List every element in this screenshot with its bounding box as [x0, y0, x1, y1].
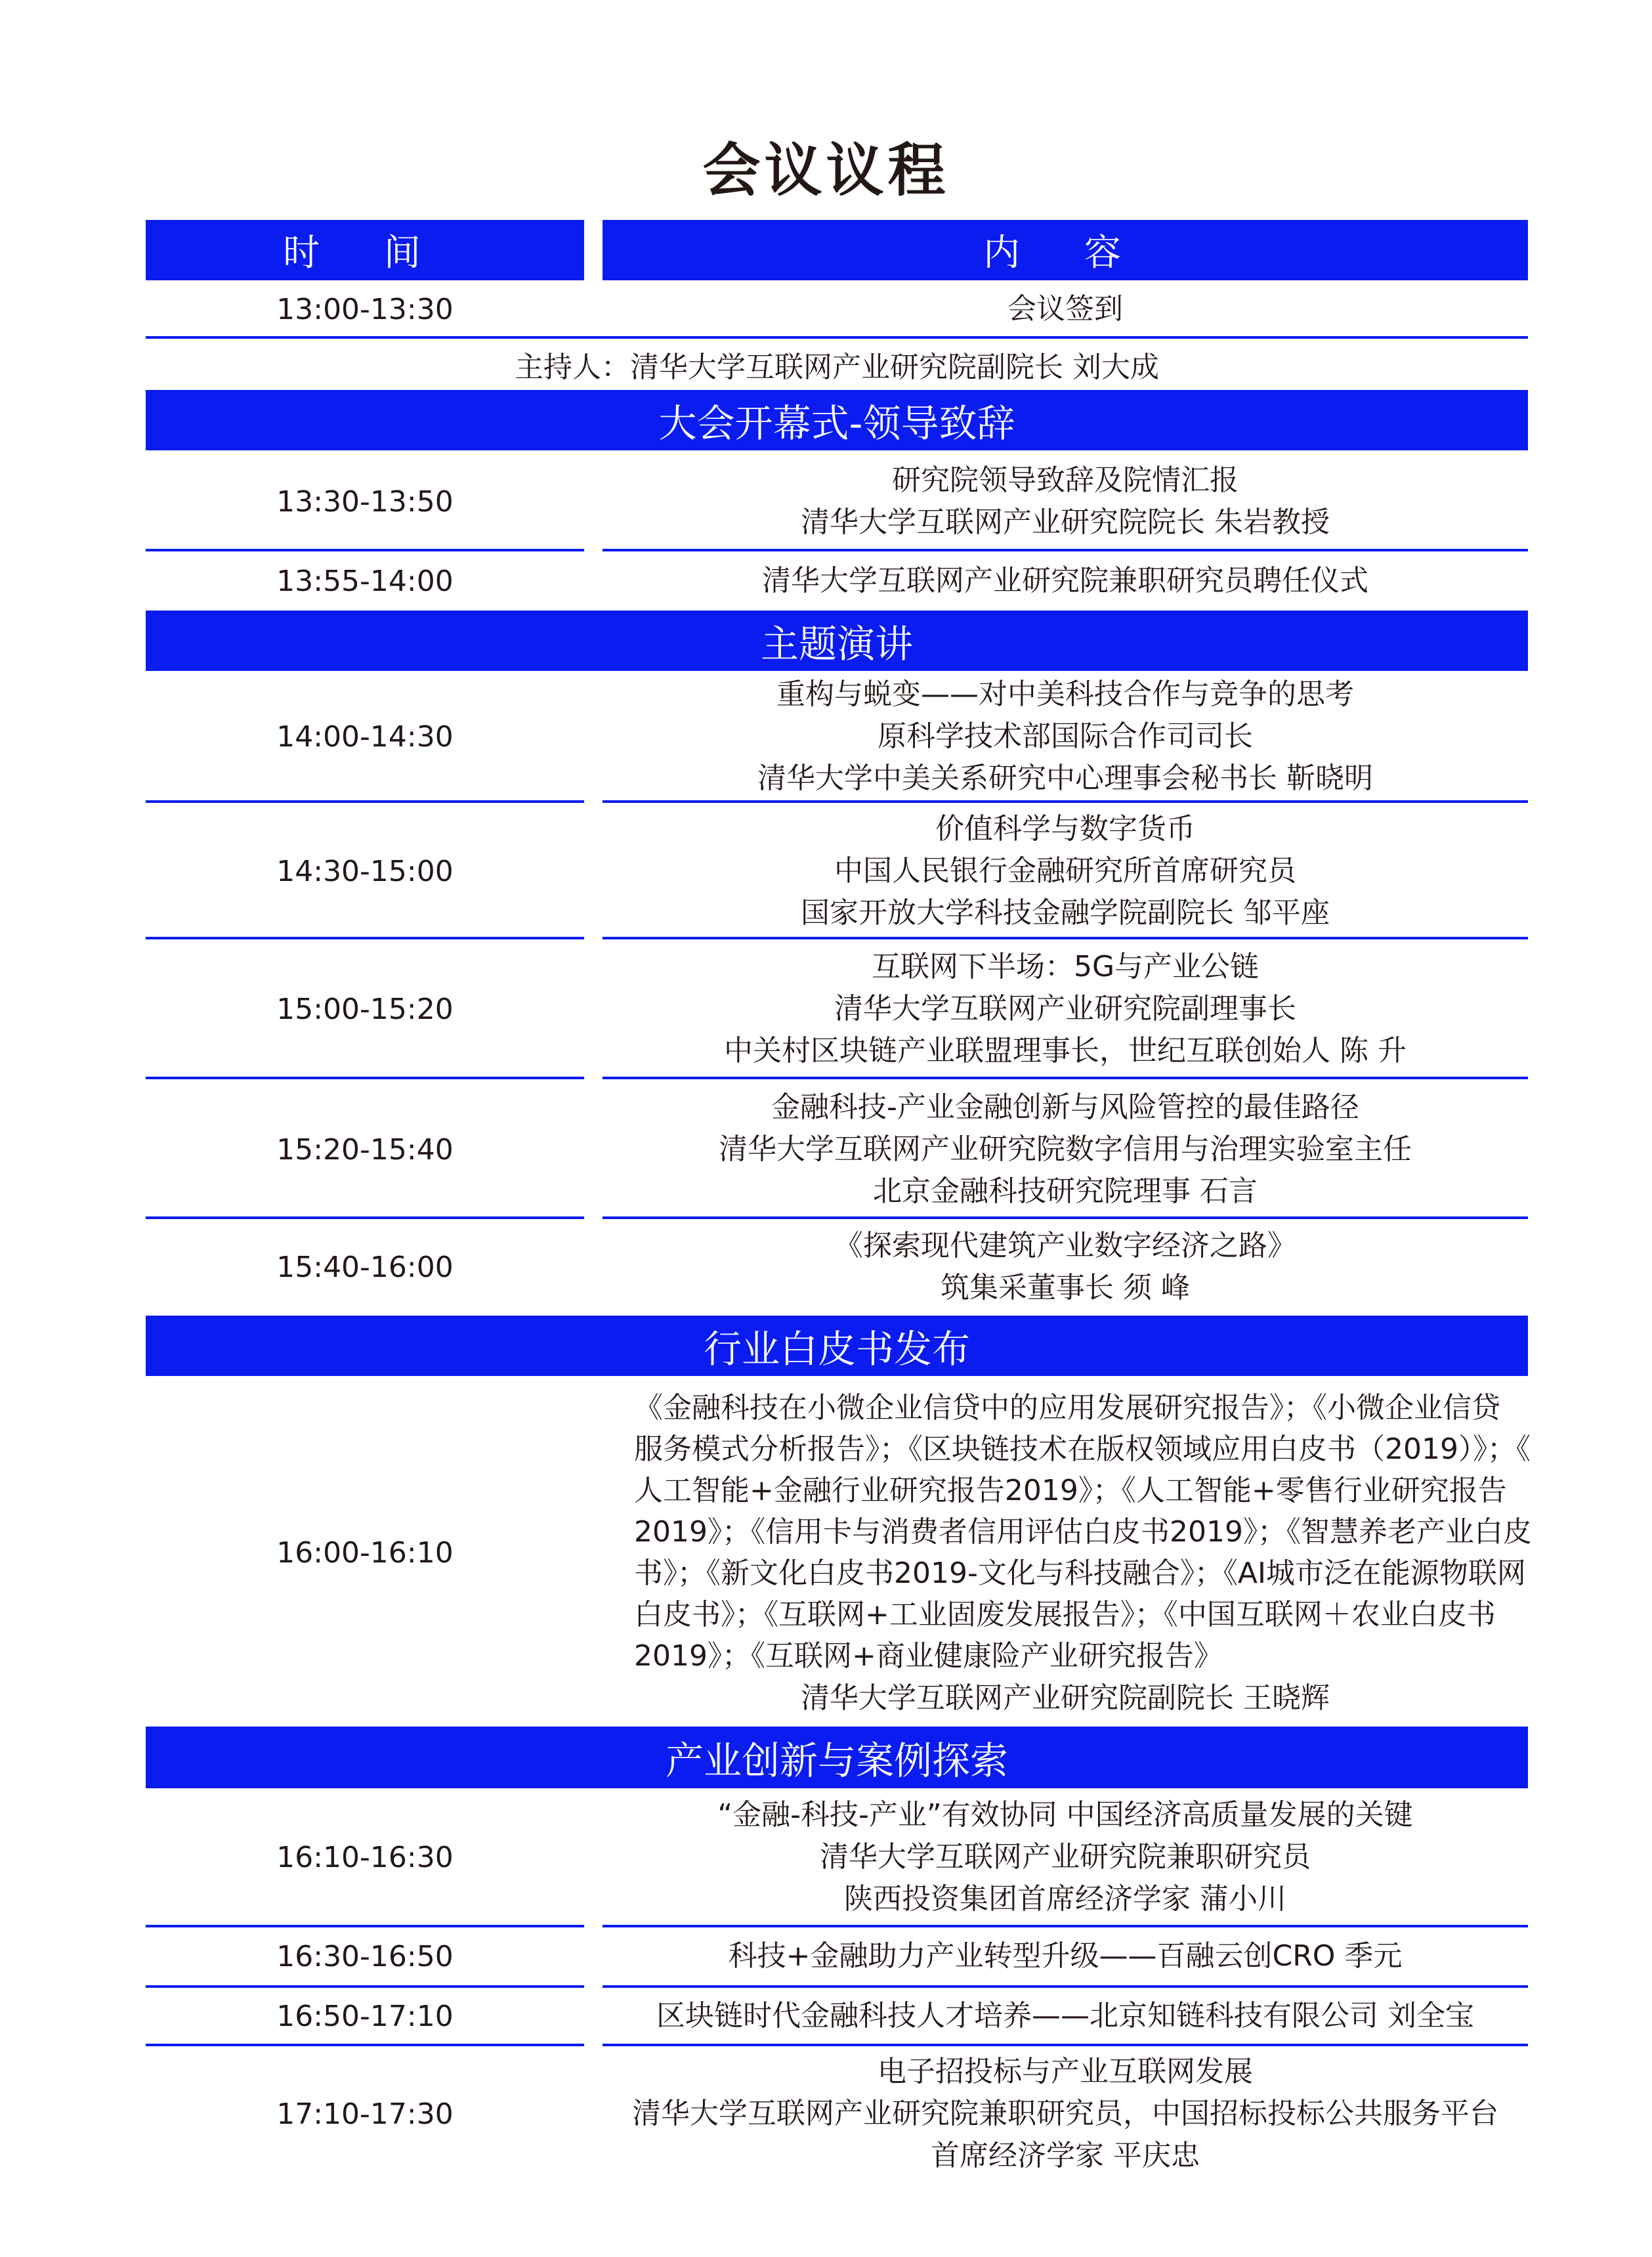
section-whitepaper — [146, 1316, 1528, 1376]
content-cell — [603, 672, 1528, 801]
agenda-row — [146, 1988, 1528, 2044]
content-line: 互联网下半场：5G与产业公链 — [871, 950, 1260, 983]
content-line: 清华大学互联网产业研究院兼职研究员，中国招标投标公共服务平台 — [632, 2097, 1498, 2130]
content-cell — [603, 282, 1528, 336]
content-line: 重构与蜕变——对中美科技合作与竞争的思考 — [776, 677, 1354, 711]
time-cell: 13:30-13:50 — [276, 484, 454, 519]
content-cell — [603, 1081, 1528, 1218]
content-cell — [603, 940, 1528, 1078]
content-line: 北京金融科技研究院理事 石言 — [873, 1174, 1258, 1208]
row-divider — [146, 800, 584, 803]
agenda-row — [146, 551, 1528, 611]
time-cell: 14:00-14:30 — [276, 720, 454, 754]
whitepaper-line: 白皮书》；《互联网+工业固废发展报告》；《中国互联网＋农业白皮书 — [634, 1598, 1496, 1631]
header-content-label: 内 容 — [983, 232, 1147, 274]
content-line: 筑集采董事长 须 峰 — [941, 1271, 1190, 1304]
agenda-row — [146, 1927, 1528, 1985]
whitepaper-speaker: 清华大学互联网产业研究院副院长 王晓辉 — [801, 1681, 1330, 1715]
content-line: “金融-科技-产业”有效协同 中国经济高质量发展的关键 — [717, 1798, 1413, 1832]
header-content — [603, 220, 1528, 280]
agenda-row — [146, 1220, 1528, 1314]
whitepaper-line: 书》；《新文化白皮书2019-文化与科技融合》；《AI城市泛在能源物联网 — [634, 1557, 1526, 1590]
agenda-row — [146, 804, 1528, 939]
time-cell: 16:00-16:10 — [276, 1536, 454, 1570]
content-line: 研究院领导致辞及院情汇报 — [892, 463, 1239, 497]
agenda-row — [146, 2047, 1528, 2181]
host-text: 主持人：清华大学互联网产业研究院副院长 刘大成 — [515, 351, 1159, 384]
content-cell — [603, 453, 1528, 550]
content-line: 国家开放大学科技金融学院副院长 邹平座 — [801, 896, 1330, 930]
agenda-row — [146, 453, 1528, 550]
content-line: 中关村区块链产业联盟理事长，世纪互联创始人 陈 升 — [724, 1034, 1407, 1067]
content-line: 清华大学互联网产业研究院兼职研究员 — [820, 1840, 1311, 1874]
content-line: 会议签到 — [1007, 292, 1123, 326]
content-cell — [603, 1220, 1528, 1314]
row-divider — [146, 937, 584, 939]
content-line: 陕西投资集团首席经济学家 蒲小川 — [844, 1882, 1286, 1916]
row-divider — [146, 1077, 584, 1079]
section-innovation — [146, 1727, 1528, 1788]
content-line: 电子招投标与产业互联网发展 — [878, 2055, 1253, 2088]
time-cell: 14:30-15:00 — [276, 854, 454, 888]
content-line: 清华大学互联网产业研究院院长 朱岩教授 — [801, 505, 1330, 539]
section-title: 行业白皮书发布 — [703, 1327, 970, 1371]
page-title: 会议议程 — [702, 137, 950, 204]
row-divider — [603, 2044, 1528, 2046]
agenda-row — [146, 1790, 1528, 1925]
content-line: 清华大学互联网产业研究院兼职研究员聘任仪式 — [762, 564, 1368, 597]
time-cell: 16:50-17:10 — [276, 1999, 454, 2033]
content-cell — [603, 2047, 1528, 2181]
whitepaper-line: 2019》；《互联网+商业健康险产业研究报告》 — [634, 1639, 1223, 1673]
content-cell — [603, 551, 1528, 611]
content-line: 中国人民银行金融研究所首席研究员 — [834, 854, 1296, 888]
header-time — [146, 220, 584, 280]
whitepaper-line: 2019》；《信用卡与消费者信用评估白皮书2019》；《智慧养老产业白皮 — [634, 1515, 1532, 1549]
header-time-label: 时 间 — [283, 232, 447, 274]
whitepaper-list — [634, 1387, 1532, 1677]
time-cell: 13:00-13:30 — [276, 292, 454, 326]
content-line: 清华大学互联网产业研究院数字信用与治理实验室主任 — [719, 1132, 1412, 1166]
section-title: 大会开幕式-领导致辞 — [658, 401, 1015, 446]
whitepaper-line: 服务模式分析报告》；《区块链技术在版权领域应用白皮书（2019）》；《 — [634, 1432, 1531, 1466]
content-line: 科技+金融助力产业转型升级——百融云创CRO 季元 — [728, 1939, 1403, 1973]
row-divider — [603, 1077, 1528, 1079]
content-cell — [603, 1790, 1528, 1925]
section-title: 主题演讲 — [760, 622, 913, 666]
agenda-row-signin — [146, 282, 1528, 336]
time-cell: 15:00-15:20 — [276, 992, 454, 1026]
content-line: 首席经济学家 平庆忠 — [931, 2139, 1200, 2172]
row-divider — [146, 2044, 584, 2046]
section-title: 产业创新与案例探索 — [665, 1738, 1008, 1783]
content-cell — [603, 804, 1528, 939]
content-line: 价值科学与数字货币 — [935, 812, 1195, 846]
agenda-row — [146, 940, 1528, 1078]
section-opening — [146, 390, 1528, 450]
time-cell: 16:30-16:50 — [276, 1939, 454, 1973]
whitepaper-line: 人工智能+金融行业研究报告2019》；《人工智能+零售行业研究报告 — [634, 1474, 1507, 1507]
row-divider — [146, 1216, 584, 1219]
time-cell: 17:10-17:30 — [276, 2097, 454, 2131]
content-line: 区块链时代金融科技人才培养——北京知链科技有限公司 刘全宝 — [656, 1999, 1474, 2032]
content-line: 《探索现代建筑产业数字经济之路》 — [834, 1229, 1296, 1262]
agenda-row — [146, 672, 1528, 801]
section-keynote — [146, 611, 1528, 671]
content-line: 金融科技-产业金融创新与风险管控的最佳路径 — [771, 1090, 1359, 1124]
content-cell — [603, 1927, 1528, 1985]
content-line: 原科学技术部国际合作司司长 — [878, 720, 1253, 753]
content-cell — [603, 1988, 1528, 2044]
time-cell: 15:40-16:00 — [276, 1250, 454, 1284]
content-line: 清华大学中美关系研究中心理事会秘书长 靳晓明 — [757, 762, 1373, 795]
content-line: 清华大学互联网产业研究院副理事长 — [834, 992, 1296, 1025]
row-divider — [603, 937, 1528, 939]
host-row — [146, 339, 1528, 390]
row-divider — [603, 800, 1528, 803]
whitepaper-line: 《金融科技在小微企业信贷中的应用发展研究报告》；《小微企业信贷 — [634, 1391, 1500, 1425]
agenda-row — [146, 1081, 1528, 1218]
time-cell: 15:20-15:40 — [276, 1132, 454, 1167]
row-divider — [603, 1216, 1528, 1219]
time-cell: 16:10-16:30 — [276, 1840, 454, 1874]
time-cell: 13:55-14:00 — [276, 564, 454, 598]
